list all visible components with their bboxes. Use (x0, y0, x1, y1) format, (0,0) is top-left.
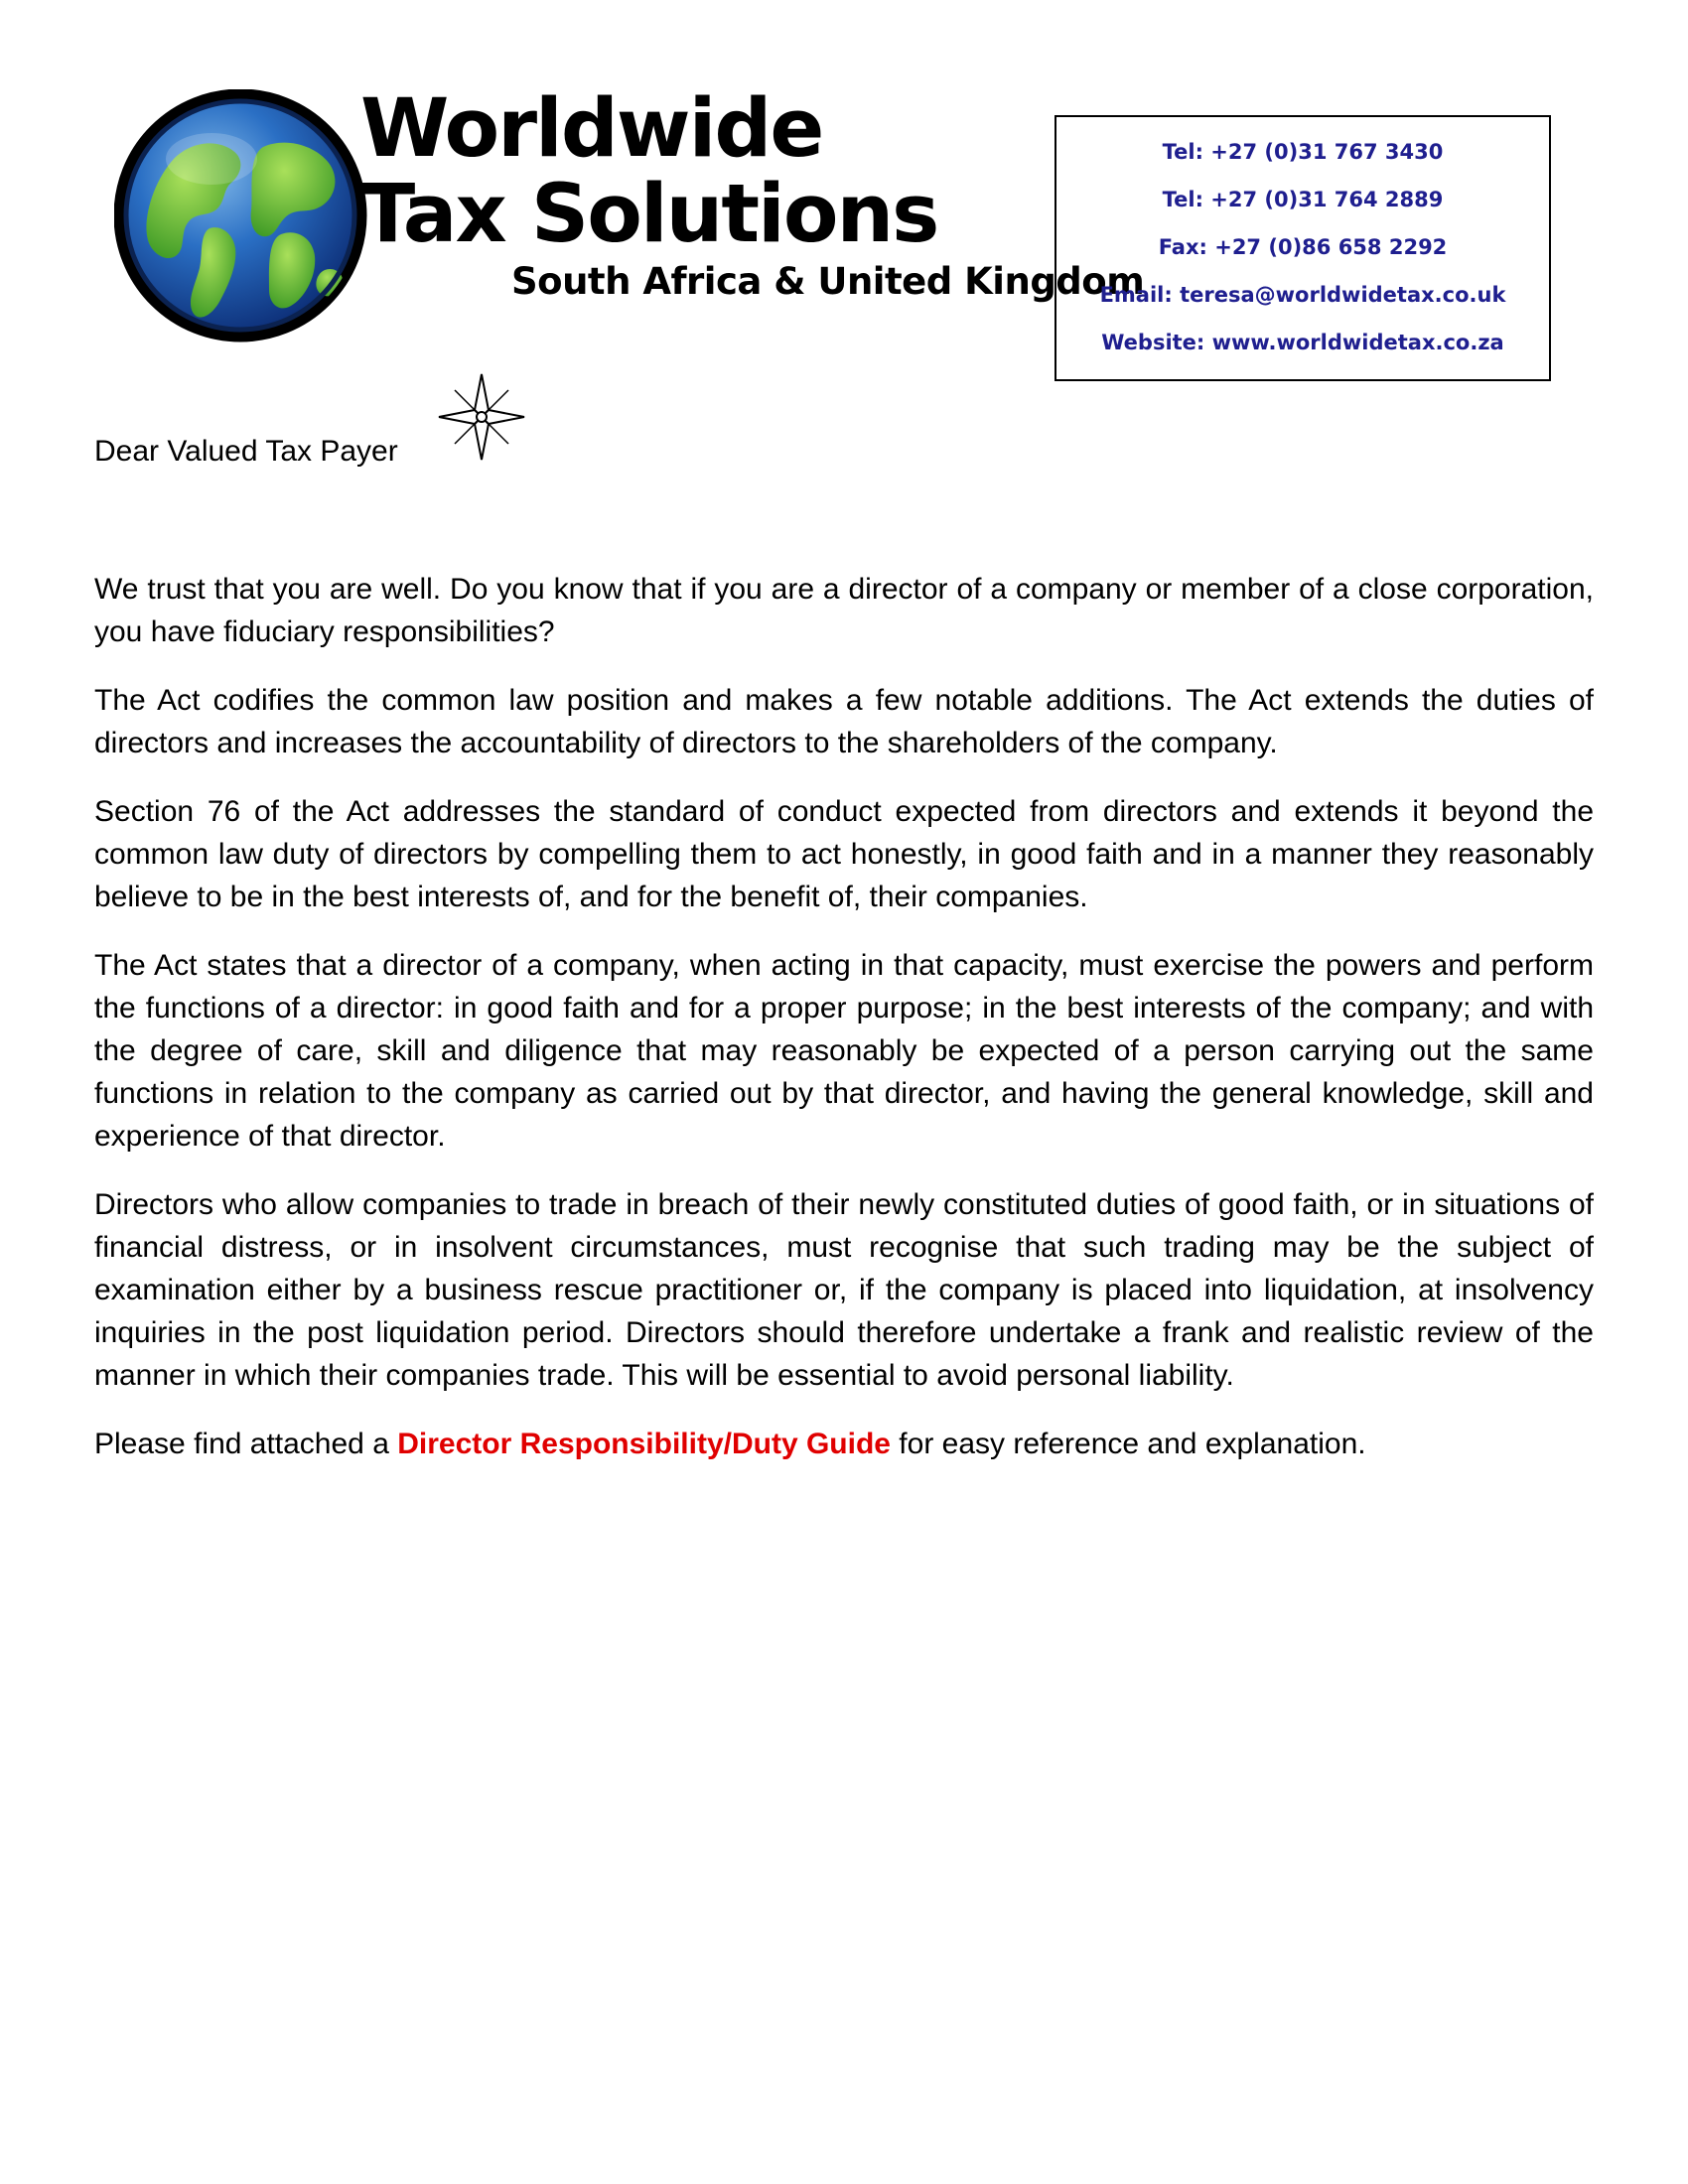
logo-line-3: South Africa & United Kingdom (511, 260, 1145, 303)
paragraph-5: Directors who allow companies to trade in breach of their newly constituted duties of good faith, or in situations of financial distress, or in insolvent circumstances, must recognise that such trading may be the subject of examination either by a business rescue practitioner or, if the company is placed into liquidation, at insolvency inquiries in the post liquidation period. Directors should therefore undertake a frank and realistic review of the manner in which their companies trade. This will be essential to avoid personal liability. (94, 1188, 1594, 1392)
contact-tel-2: Tel: +27 (0)31 764 2889 (1162, 188, 1444, 211)
compass-rose-icon (437, 372, 526, 462)
contact-email: Email: teresa@worldwidetax.co.uk (1099, 283, 1506, 307)
logo-line-2: Tax Solutions (360, 168, 938, 261)
salutation: Dear Valued Tax Payer (94, 435, 398, 468)
contact-details-box (1055, 115, 1551, 381)
contact-fax: Fax: +27 (0)86 658 2292 (1158, 235, 1448, 259)
closing-text-before: Please find attached a (94, 1428, 398, 1460)
paragraph-4: The Act states that a director of a company, when acting in that capacity, must exercise the powers and perform the functions of a director: in good faith and for a proper purpose; in the best interests of the company; and with the degree of care, skill and diligence that may reasonably be expected of a person carrying out the same functions in relation to the company as carried out by that director, and having the general knowledge, skill and experience of that director. (94, 949, 1594, 1153)
contact-tel-1: Tel: +27 (0)31 767 3430 (1162, 140, 1444, 164)
logo-line-1: Worldwide (360, 82, 823, 176)
paragraph-2: The Act codifies the common law position and makes a few notable additions. The Act extends the duties of directors and increases the accountability of directors to the shareholders of the company. (94, 684, 1594, 759)
globe-icon (114, 89, 367, 342)
paragraph-3: Section 76 of the Act addresses the standard of conduct expected from directors and extends it beyond the common law duty of directors by compelling them to act honestly, in good faith and in a manner they reasonably believe to be in the best interests of, and for the benefit of, their companies. (94, 795, 1594, 913)
paragraph-1: We trust that you are well. Do you know that if you are a director of a company or member of a close corporation, you have fiduciary responsibilities? (94, 573, 1594, 648)
letter-body (94, 568, 1594, 1491)
contact-website: Website: www.worldwidetax.co.za (1101, 331, 1504, 354)
closing-text-after: for easy reference and explanation. (890, 1428, 1366, 1460)
logo-wordmark (360, 82, 1145, 304)
company-logo (114, 79, 1145, 377)
letterhead (94, 60, 1609, 417)
attachment-title: Director Responsibility/Duty Guide (397, 1428, 891, 1460)
closing-paragraph (94, 1423, 1594, 1465)
